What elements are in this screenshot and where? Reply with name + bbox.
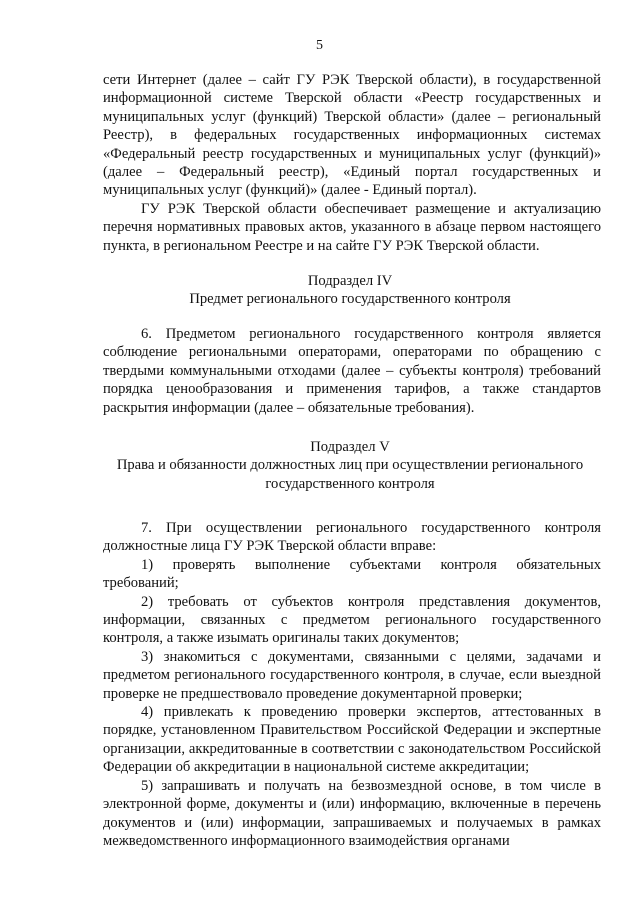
subsection-heading-iv xyxy=(90,272,610,309)
subsection-heading-v xyxy=(90,438,610,493)
paragraph-continuation: сети Интернет (далее – сайт ГУ РЭК Тверской области), в государственной информационной системе Тверской области «Реестр государственных и муниципальных услуг (функций) Тверской области» (далее – региональный Реестр), в федеральных государственных информационных системах «Федеральный реестр государственных и муниципальных услуг (функций)» (далее – Федеральный реестр), «Единый портал государственных и муниципальных услуг (функций)» (далее - Единый портал). xyxy=(103,72,601,199)
subsection-label: Подраздел V xyxy=(310,439,390,455)
subsection-title-line-2: государственного контроля xyxy=(265,475,435,492)
text-block-2 xyxy=(103,325,601,417)
list-item-3: 3) знакомиться с документами, связанными с целями, задачами и предметом регионального государственного контроля, в случае, если выездной проверке не предшествовало проведение документарной проверки; xyxy=(103,648,601,702)
list-item-4: 4) привлекать к проведению проверки экспертов, аттестованных в порядке, установленном Правительством Российской Федерации и экспертные организации, аккредитованные в соответствии с законодательством Российской Федерации об аккредитации в национальной системе аккредитации; xyxy=(103,704,601,776)
subsection-title: Предмет регионального государственного контроля xyxy=(189,291,511,308)
list-item-2: 2) требовать от субъектов контроля представления документов, информации, связанных с предметом регионального государственного контроля, а также изымать оригиналы таких документов; xyxy=(103,593,601,647)
text-block-1 xyxy=(103,71,601,255)
subsection-title-line-1: Права и обязанности должностных лиц при осуществлении регионального xyxy=(116,457,584,474)
paragraph-item-6: 6. Предметом регионального государственного контроля является соблюдение региональными операторами, операторами по обращению с твердыми коммунальными отходами (далее – субъекты контроля) требований порядка ценообразования и применения тарифов, а также стандартов раскрытия информации (далее – обязательные требования). xyxy=(103,326,601,416)
paragraph-item-7: 7. При осуществлении регионального государственного контроля должностные лица ГУ РЭК Тверской области вправе: xyxy=(103,520,601,555)
text-block-3 xyxy=(103,519,601,850)
paragraph-list-publication: ГУ РЭК Тверской области обеспечивает размещение и актуализацию перечня нормативных правовых актов, указанного в абзаце первом настоящего пункта, в региональном Реестре и на сайте ГУ РЭК Тверской области. xyxy=(103,200,601,254)
page-number: 5 xyxy=(316,38,323,53)
subsection-label: Подраздел IV xyxy=(307,273,393,289)
list-item-1: 1) проверять выполнение субъектами контроля обязательных требований; xyxy=(103,556,601,592)
list-item-5: 5) запрашивать и получать на безвозмездной основе, в том числе в электронной форме, документы и (или) информацию, включенные в перечень документов и (или) информации, запрашиваемых и получаемых в рамках межведомственного информационного взаимодействия органами xyxy=(103,777,601,849)
